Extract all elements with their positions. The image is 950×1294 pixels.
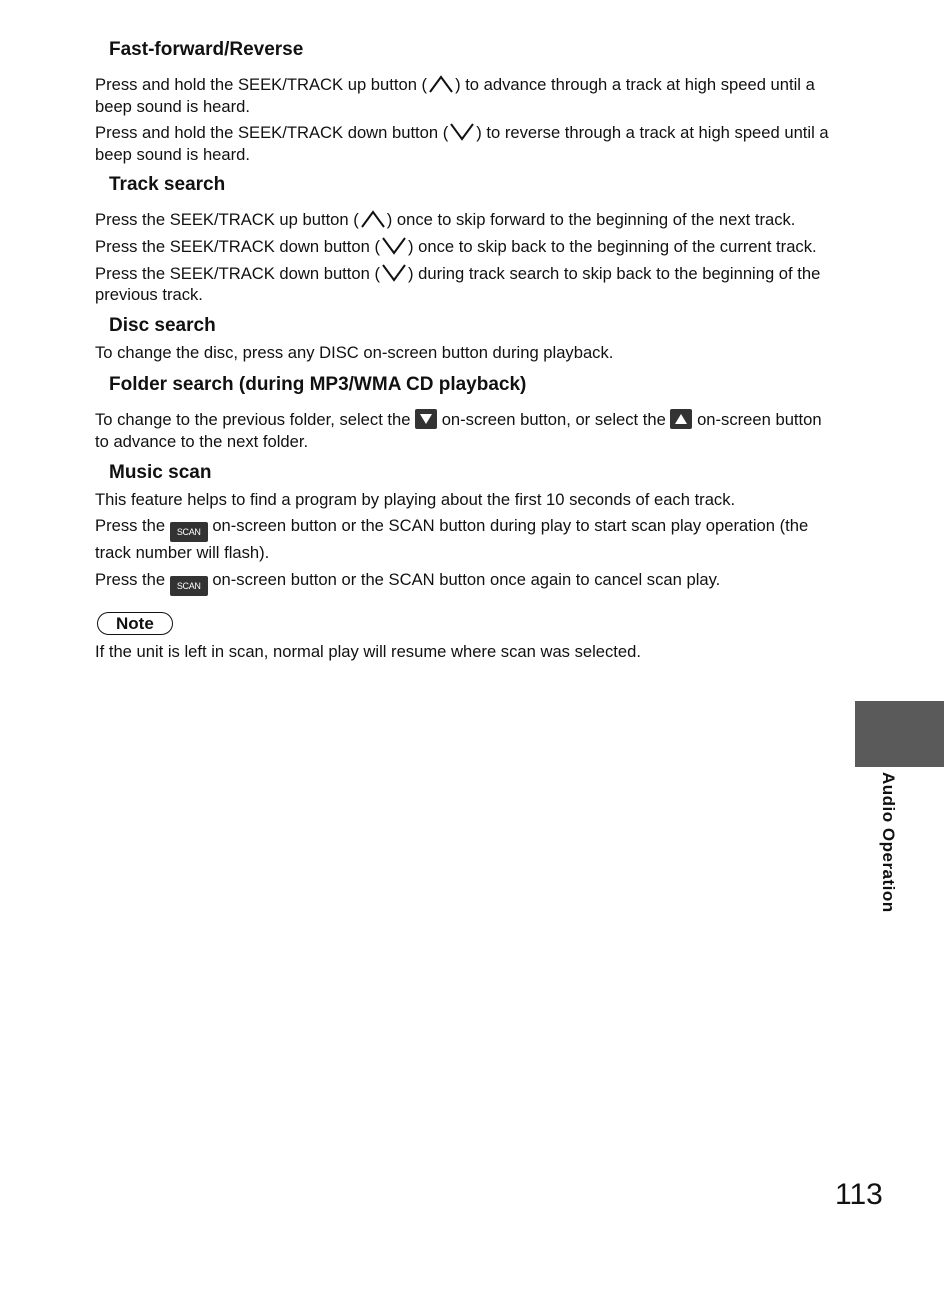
text: ) during track search to skip back to the beginning of the previous track. <box>95 263 821 305</box>
para-track-down <box>95 236 830 258</box>
text: on-screen button or the SCAN button during play to start scan play operation (the track number will flash). <box>95 516 809 563</box>
note-block <box>95 604 830 663</box>
heading-fast-forward: Fast-forward/Reverse <box>109 39 304 60</box>
chevron-down-icon <box>380 263 408 283</box>
chapter-tab <box>855 701 944 767</box>
para-track-up <box>95 209 830 231</box>
chevron-up-icon <box>359 209 387 229</box>
text: Press the <box>95 569 170 589</box>
text: Press and hold the SEEK/TRACK down button ( <box>95 123 449 143</box>
text: Press the SEEK/TRACK down button ( <box>95 263 380 283</box>
text: Press the SEEK/TRACK up button ( <box>95 210 359 230</box>
heading-disc-search: Disc search <box>109 314 216 336</box>
scan-button-icon: SCAN <box>170 522 208 542</box>
para-ff-down <box>95 122 830 165</box>
section-music-scan <box>95 461 830 596</box>
text: ) to advance through a track at high speed until a beep sound is heard. <box>95 75 815 116</box>
folder-down-button-icon <box>415 409 437 429</box>
note-label: Note <box>97 612 173 635</box>
para-track-prev <box>95 263 830 306</box>
section-disc-search <box>95 314 830 364</box>
para-scan-start <box>95 515 830 564</box>
chevron-down-icon <box>448 122 476 142</box>
text: To change to the previous folder, select the <box>95 410 416 430</box>
section-track-search <box>95 173 830 305</box>
para-disc: To change the disc, press any DISC on-screen button during playback. <box>95 342 614 362</box>
text: ) once to skip forward to the beginning of the next track. <box>386 210 796 230</box>
page-number: 113 <box>835 1178 883 1211</box>
text: Press the SEEK/TRACK down button ( <box>95 236 380 256</box>
page-content <box>95 38 830 667</box>
folder-up-button-icon <box>670 409 692 429</box>
text: Press and hold the SEEK/TRACK up button ( <box>95 75 428 94</box>
text: on-screen button to advance to the next folder. <box>95 410 822 451</box>
chapter-tab-label: Audio Operation <box>879 772 898 913</box>
chevron-down-icon <box>380 236 408 256</box>
scan-button-icon: SCAN <box>170 576 208 596</box>
text: on-screen button or the SCAN button once again to cancel scan play. <box>207 569 721 589</box>
section-fast-forward <box>95 38 830 165</box>
text: ) to reverse through a track at high speed until a beep sound is heard. <box>95 123 829 164</box>
para-scan-cancel <box>95 569 830 596</box>
text: ) once to skip back to the beginning of the current track. <box>408 236 817 256</box>
para-folder <box>95 409 830 452</box>
heading-music-scan: Music scan <box>109 461 212 483</box>
chevron-up-icon <box>427 74 455 94</box>
text: Press the <box>95 516 170 536</box>
section-folder-search <box>95 373 830 452</box>
para-scan-intro: This feature helps to find a program by playing about the first 10 seconds of each track. <box>95 489 736 509</box>
text: on-screen button, or select the <box>437 410 671 430</box>
heading-track-search: Track search <box>109 174 226 196</box>
note-text: If the unit is left in scan, normal play will resume where scan was selected. <box>95 641 641 661</box>
para-ff-up <box>95 74 830 117</box>
heading-folder-search: Folder search (during MP3/WMA CD playback) <box>109 374 527 396</box>
